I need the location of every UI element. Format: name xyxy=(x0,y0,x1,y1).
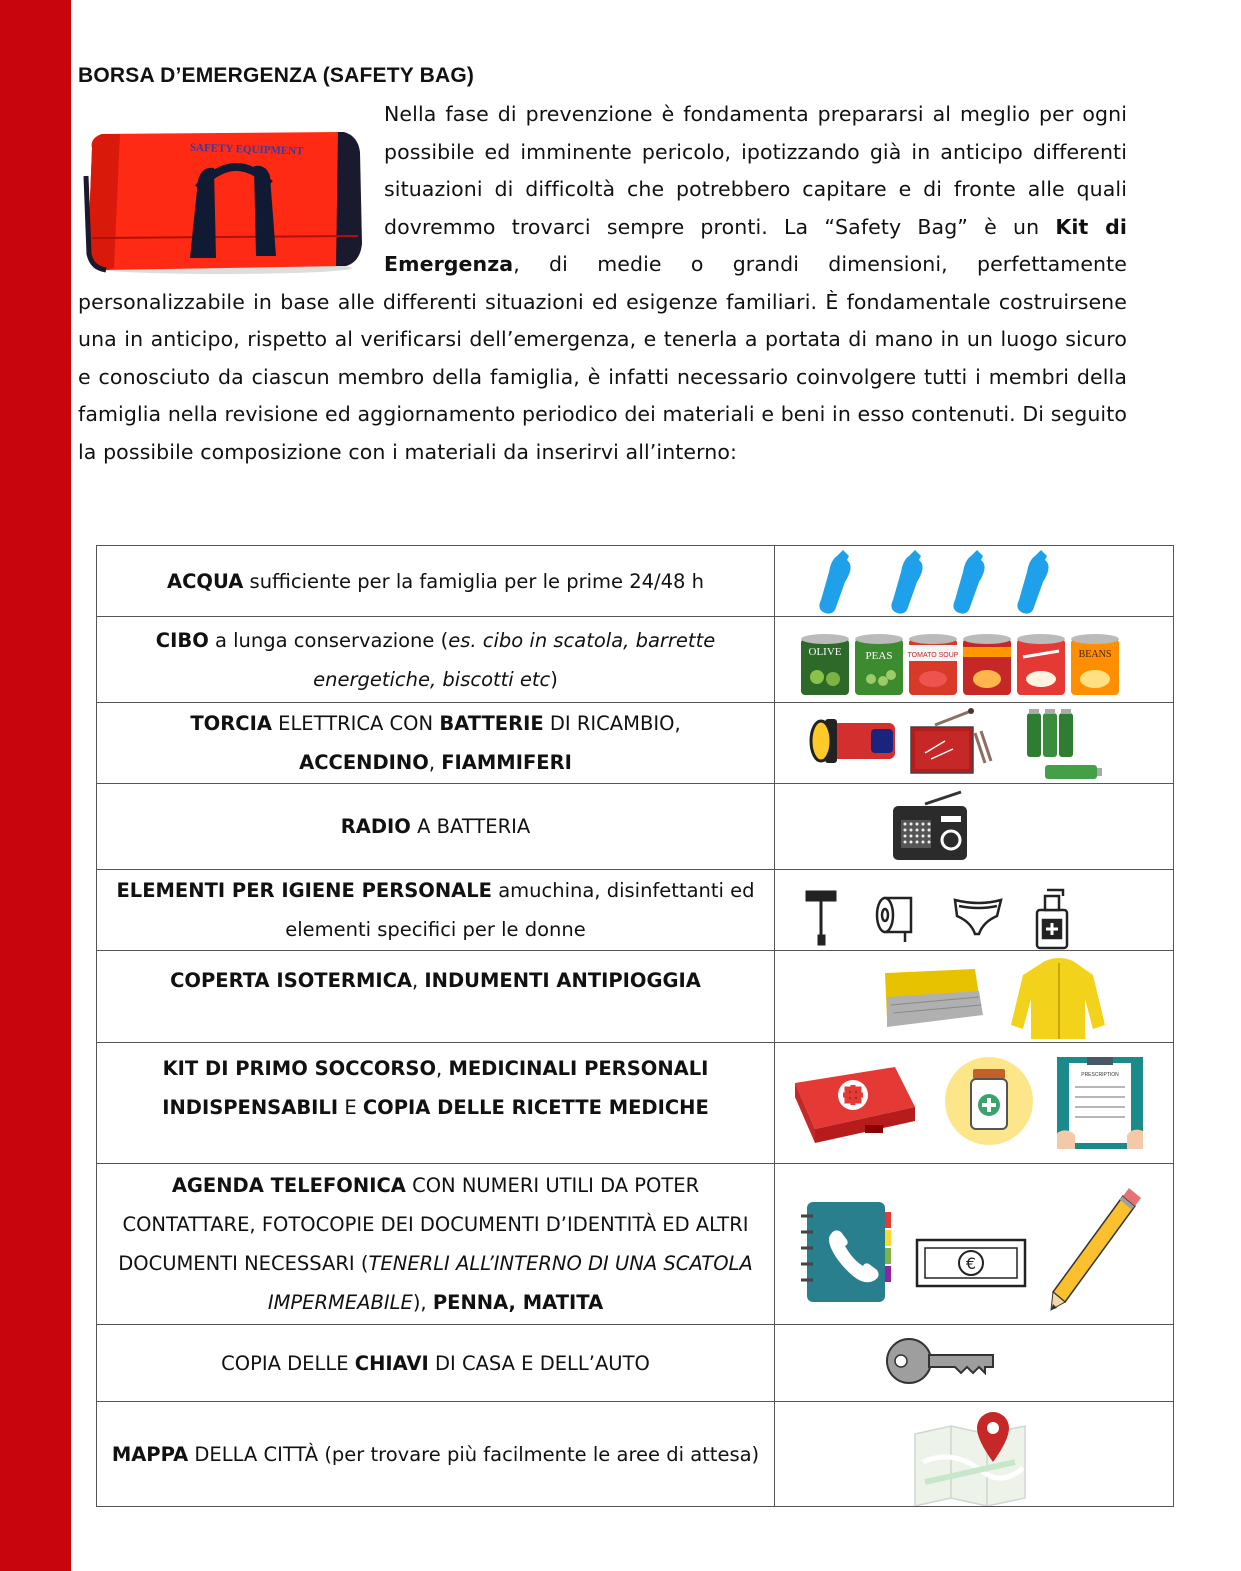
raincoat-icon xyxy=(1011,958,1105,1039)
table-row xyxy=(97,617,1174,703)
row-pics-agenda xyxy=(775,1164,1174,1325)
table-row xyxy=(97,1043,1174,1164)
svg-text:PEAS: PEAS xyxy=(865,650,893,662)
bag-label: SAFETY EQUIPMENT xyxy=(189,141,304,158)
table-row xyxy=(97,546,1174,617)
row-desc-cibo: CIBO a lunga conservazione (es. cibo in scatola, barrette energetiche, biscotti etc) xyxy=(97,617,775,703)
row-desc-acqua: ACQUA sufficiente per la famiglia per le prime 24/48 h xyxy=(97,546,775,617)
pencil-icon xyxy=(1051,1188,1141,1310)
svg-text:€: € xyxy=(965,1254,977,1273)
medicine-bottle-icon xyxy=(945,1057,1033,1145)
underwear-icon xyxy=(955,900,1001,934)
sanitizer-icon xyxy=(1037,890,1067,948)
row-desc-primo-soccorso: KIT DI PRIMO SOCCORSO, MEDICINALI PERSONALI INDISPENSABILI E COPIA DELLE RICETTE MEDICHE xyxy=(97,1043,775,1164)
row-pics-coperta xyxy=(775,951,1174,1043)
svg-text:TOMATO SOUP: TOMATO SOUP xyxy=(907,652,959,659)
food-cans-icon xyxy=(775,617,1173,702)
row-pics-torcia xyxy=(775,703,1174,784)
first-aid-kit-icon xyxy=(795,1067,915,1143)
row-pics-mappa xyxy=(775,1402,1174,1507)
table-row xyxy=(97,703,1174,784)
kit-emergenza-bold: Kit di Emergenza xyxy=(384,214,1127,276)
batteries-icon xyxy=(1027,709,1102,779)
table-row xyxy=(97,870,1174,951)
map-pin-icon xyxy=(775,1402,1173,1506)
kit-table xyxy=(96,545,1174,1507)
prescription-icon xyxy=(1057,1057,1143,1149)
matches-icon xyxy=(911,708,991,773)
blanket-raincoat-icon xyxy=(775,951,1173,1042)
row-desc-torcia: TORCIA ELETTRICA CON BATTERIE DI RICAMBIO, ACCENDINO, FIAMMIFERI xyxy=(97,703,775,784)
water-bottles-icon xyxy=(775,546,1173,616)
table-row xyxy=(97,951,1174,1043)
row-pics-radio xyxy=(775,784,1174,870)
hygiene-icons xyxy=(775,870,1173,950)
torch-matches-batteries-icon xyxy=(775,703,1173,783)
toilet-paper-icon xyxy=(877,898,911,942)
phonebook-icon xyxy=(801,1202,891,1302)
flashlight-icon xyxy=(811,719,895,763)
phonebook-money-pencil-icon xyxy=(775,1164,1173,1324)
row-pics-igiene xyxy=(775,870,1174,951)
intro-paragraph: Nella fase di prevenzione è fondamenta prepararsi al meglio per ogni possibile ed imminente pericolo, ipotizzando già in anticipo differenti situazioni di difficoltà che potrebbero capitare e di fronte alle quali dovremmo trovarci sempre pronti. La “Safety Bag” è un Kit di Emergenza, di medie o grandi dimensioni, perfettamente personalizzabile in base alle differenti situazioni ed esigenze familiari. È fondamentale costruirsene una in anticipo, rispetto al verificarsi dell’emergenza, e tenerla a portata di mano in un luogo sicuro e conosciuto da ciascun membro della famiglia, è infatti necessario coinvolgere tutti i membri della famiglia nella revisione ed aggiornamento periodico dei materiali e beni in esso contenuti. Di seguito la possibile composizione con i materiali da inserirvi all’interno: xyxy=(78,102,1127,464)
red-margin-bar xyxy=(0,0,71,1571)
page-title: BORSA D’EMERGENZA (SAFETY BAG) xyxy=(78,64,475,87)
table-row xyxy=(97,1164,1174,1325)
svg-text:BEANS: BEANS xyxy=(1078,649,1112,660)
row-desc-radio: RADIO A BATTERIA xyxy=(97,784,775,870)
table-row xyxy=(97,1325,1174,1402)
table-row xyxy=(97,784,1174,870)
thermal-blanket-icon xyxy=(885,969,983,1027)
safety-bag-image xyxy=(80,118,364,276)
row-pics-acqua xyxy=(775,546,1174,617)
row-desc-chiavi: COPIA DELLE CHIAVI DI CASA E DELL’AUTO xyxy=(97,1325,775,1402)
first-aid-medicine-prescription-icon xyxy=(775,1043,1173,1163)
svg-text:OLIVE: OLIVE xyxy=(808,646,842,658)
table-row xyxy=(97,1402,1174,1507)
row-desc-igiene: ELEMENTI PER IGIENE PERSONALE amuchina, disinfettanti ed elementi specifici per le donne xyxy=(97,870,775,951)
row-desc-mappa: MAPPA DELLA CITTÀ (per trovare più facilmente le aree di attesa) xyxy=(97,1402,775,1507)
svg-text:PRESCRIPTION: PRESCRIPTION xyxy=(1081,1072,1119,1078)
row-pics-cibo xyxy=(775,617,1174,703)
key-icon xyxy=(775,1325,1173,1401)
radio-icon xyxy=(775,784,1173,869)
banknote-icon xyxy=(917,1240,1025,1286)
row-pics-primo-soccorso xyxy=(775,1043,1174,1164)
row-desc-coperta: COPERTA ISOTERMICA, INDUMENTI ANTIPIOGGIA xyxy=(97,951,775,1043)
row-desc-agenda: AGENDA TELEFONICA CON NUMERI UTILI DA POTER CONTATTARE, FOTOCOPIE DEI DOCUMENTI D’IDENTITÀ ED ALTRI DOCUMENTI NECESSARI (TENERLI ALL’INTERNO DI UNA SCATOLA IMPERMEABILE), PENNA, MATITA xyxy=(97,1164,775,1325)
row-pics-chiavi xyxy=(775,1325,1174,1402)
razor-icon xyxy=(807,892,835,944)
